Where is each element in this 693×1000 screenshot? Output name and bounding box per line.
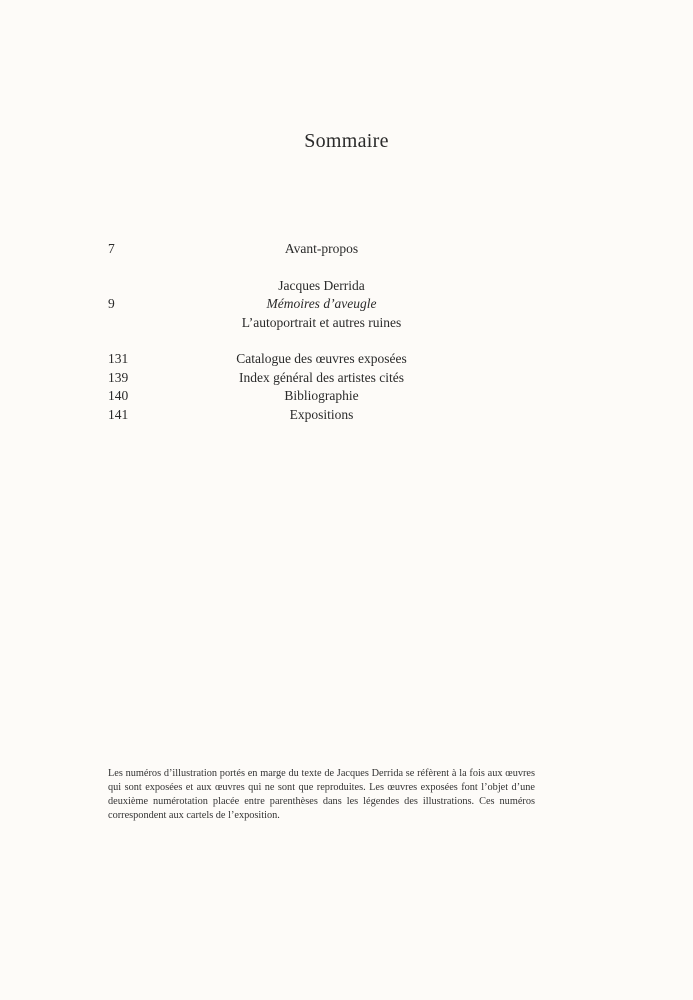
toc-entry-index	[0, 369, 693, 388]
illustration-note: Les numéros d’illustration portés en marge du texte de Jacques Derrida se réfèrent à la fois aux œuvres qui sont exposées et aux œuvres qui ne sont que reproduites. Les œuvres exposées font l’objet d’une deuxième numérotation placée entre parenthèses dans les légendes des illustrations. Ces numéros correspondent aux cartels de l’exposition.	[108, 768, 535, 822]
toc-title: Index général des artistes cités	[239, 369, 404, 385]
toc-entry-expositions	[0, 406, 693, 425]
toc-subtitle: L’autoportrait et autres ruines	[241, 314, 402, 330]
toc-page-number: 141	[108, 406, 129, 422]
toc-title: Expositions	[289, 406, 354, 422]
toc-entry-author	[0, 277, 693, 296]
table-of-contents	[0, 240, 693, 424]
page-title: Sommaire	[304, 130, 389, 152]
toc-page-number: 140	[108, 388, 129, 403]
toc-entry-memoires	[0, 295, 693, 314]
toc-entry-catalogue	[0, 350, 693, 369]
toc-title: Catalogue des œuvres exposées	[236, 351, 407, 366]
toc-page-number: 131	[108, 351, 129, 366]
toc-page-number: 9	[108, 296, 115, 311]
toc-spacer	[0, 332, 693, 350]
toc-page-number: 139	[108, 369, 129, 385]
toc-entry-bibliographie	[0, 387, 693, 406]
toc-title: Avant-propos	[284, 241, 359, 256]
toc-page-number: 7	[108, 241, 115, 256]
toc-entry-avant-propos	[0, 240, 693, 259]
toc-title: Mémoires d’aveugle	[266, 296, 377, 311]
toc-title: Bibliographie	[284, 388, 359, 403]
toc-entry-subtitle	[0, 314, 693, 333]
toc-spacer	[0, 259, 693, 277]
toc-author: Jacques Derrida	[278, 277, 365, 293]
